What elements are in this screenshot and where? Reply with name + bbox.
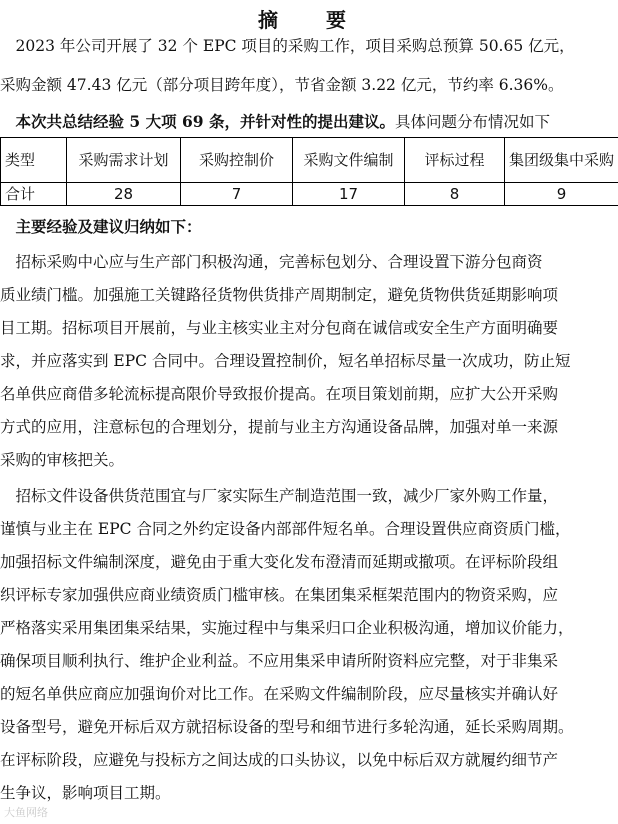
table-header-cell: 采购需求计划 (67, 138, 181, 183)
table-header-cell: 类型 (1, 138, 67, 183)
paragraph1-line: 方式的应用，注意标包的合理划分，提前与业主方沟通设备品牌，加强对单一来源 (0, 418, 559, 436)
intro-line-3 (0, 109, 618, 135)
table-header-cell: 采购文件编制 (293, 138, 405, 183)
paragraph2-line: 在评标阶段，应避免与投标方之间达成的口头协议，以免中标后双方就履约细节产 (0, 751, 559, 769)
paragraph1-line: 招标采购中心应与生产部门积极沟通，完善标包划分、合理设置下游分包商资 (0, 253, 543, 271)
paragraph2-line: 确保项目顺利执行、维护企业利益。不应用集采申请所附资料应完整，对于非集采 (0, 652, 559, 670)
paragraph2-line: 织评标专家加强供应商业绩资质门槛审核。在集团集采框架范围内的物资采购，应 (0, 586, 559, 604)
paragraph2-line: 招标文件设备供货范围宜与厂家实际生产制造范围一致，减少厂家外购工作量， (0, 487, 559, 505)
paragraph2-line: 生争议，影响项目工期。 (0, 784, 171, 802)
watermark: 大鱼网络 (4, 806, 48, 819)
paragraph2-line: 设备型号，避免开标后双方就招标设备的型号和细节进行多轮沟通，延长采购周期。 (0, 718, 574, 736)
table-header-row (1, 138, 618, 183)
document-title: 摘 要 (258, 8, 360, 32)
paragraph2-line: 严格落实采用集团集采结果，实施过程中与集采归口企业积极沟通，增加议价能力， (0, 619, 574, 637)
paragraph1-line: 质业绩门槛。加强施工关键路径货物供货排产周期制定，避免货物供货延期影响项 (0, 286, 559, 304)
paragraph1-line: 目工期。招标项目开展前，与业主核实业主对分包商在诚信或安全生产方面明确要 (0, 319, 559, 337)
table-cell: 17 (293, 183, 405, 206)
table-header-cell: 集团级集中采购 (505, 138, 618, 183)
intro-bold-summary: 本次共总结经验 5 大项 69 条，并针对性的提出建议。 (0, 112, 395, 131)
paragraph2-line: 谨慎与业主在 EPC 合同之外约定设备内部部件短名单。合理设置供应商资质门槛， (0, 520, 571, 538)
table-cell: 8 (405, 183, 505, 206)
intro-line-1: 2023 年公司开展了 32 个 EPC 项目的采购工作，项目采购总预算 50.65 亿元， (0, 37, 575, 55)
paragraph2-line: 加强招标文件编制深度，避免由于重大变化发布澄清而延期或撤项。在评标阶段组 (0, 553, 559, 571)
table-cell: 7 (181, 183, 293, 206)
table-header-cell: 采购控制价 (181, 138, 293, 183)
table-row (1, 183, 618, 206)
paragraph1-line: 采购的审核把关。 (0, 451, 125, 469)
summary-heading: 主要经验及建议归纳如下： (0, 217, 202, 236)
paragraph1-line: 求，并应落实到 EPC 合同中。合理设置控制价，短名单招标尽量一次成功，防止短 (0, 352, 571, 370)
table-cell: 9 (505, 183, 618, 206)
paragraph1-line: 名单供应商借多轮流标提高限价导致报价提高。在项目策划前期，应扩大公开采购 (0, 385, 559, 403)
table-header-cell: 评标过程 (405, 138, 505, 183)
table-cell: 合计 (1, 183, 67, 206)
paragraph2-line: 的短名单供应商应加强询价对比工作。在采购文件编制阶段，应尽量核实并确认好 (0, 685, 559, 703)
intro-distribution-text: 具体问题分布情况如下 (394, 113, 550, 131)
table-cell: 28 (67, 183, 181, 206)
intro-line-2: 采购金额 47.43 亿元（部分项目跨年度），节省金额 3.22 亿元，节约率 6.36%。 (0, 76, 564, 94)
problem-distribution-table (0, 137, 618, 206)
